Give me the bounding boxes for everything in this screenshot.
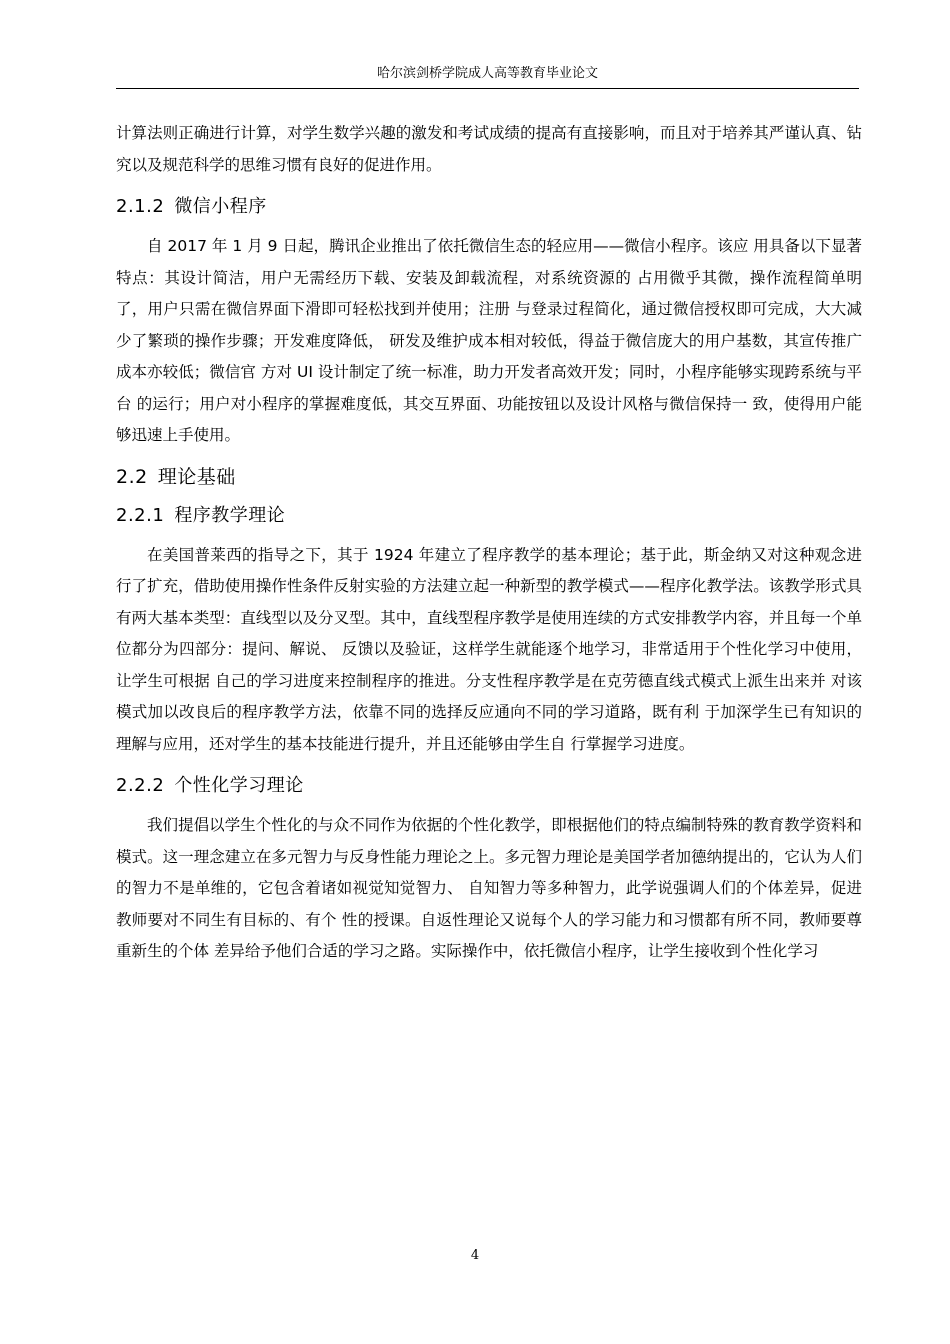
section-number: 2.1.2 — [116, 196, 165, 217]
page-body — [116, 118, 862, 968]
section-title: 个性化学习理论 — [174, 775, 304, 796]
section-heading-2-2 — [116, 464, 862, 490]
section-title: 微信小程序 — [174, 196, 267, 217]
section-heading-2-2-2 — [116, 774, 862, 798]
section-heading-2-2-1 — [116, 504, 862, 528]
paragraph-continued: 计算法则正确进行计算，对学生数学兴趣的激发和考试成绩的提高有直接影响，而且对于培养其严谨认真、钻究以及规范科学的思维习惯有良好的促进作用。 — [116, 124, 862, 174]
header-rule — [116, 88, 859, 89]
paragraph-personalized-learning: 我们提倡以学生个性化的与众不同作为依据的个性化教学，即根据他们的特点编制特殊的教育教学资料和模式。这一理念建立在多元智力与反身性能力理论之上。多元智力理论是美国学者加德纳提出的，它认为人们的智力不是单维的，它包含着诸如视觉知觉智力、 自知智力等多种智力，此学说强调人们的个体差异，促进教师要对不同生有目标的、有个 性的授课。自返性理论又说每个人的学习能力和习惯都有所不同，教师要尊重新生的个体 差异给予他们合适的学习之路。实际操作中，依托微信小程序，让学生接收到个性化学习 — [116, 816, 862, 960]
section-title: 程序教学理论 — [174, 504, 286, 526]
section-title: 理论基础 — [157, 465, 236, 488]
section-heading-2-1-2 — [116, 195, 862, 219]
running-header: 哈尔滨剑桥学院成人高等教育毕业论文 — [376, 66, 598, 81]
paragraph-programmed-instruction: 在美国普莱西的指导之下，其于 1924 年建立了程序教学的基本理论；基于此，斯金纳又对这种观念进行了扩充，借助使用操作性条件反射实验的方法建立起一种新型的教学模式——程序化教学法。该教学形式具有两大基本类型：直线型以及分叉型。其中，直线型程序教学是使用连续的方式安排教学内容，并且每一个单位都分为四部分：提问、解说、 反馈以及验证，这样学生就能逐个地学习，非常适用于个性化学习中使用，让学生可根据 自己的学习进度来控制程序的推进。分支性程序教学是在克劳德直线式模式上派生出来并 对该模式加以改良后的程序教学方法，依靠不同的选择反应通向不同的学习道路，既有利 于加深学生已有知识的理解与应用，还对学生的基本技能进行提升，并且还能够由学生自 行掌握学习进度。 — [116, 545, 862, 753]
section-number: 2.2.1 — [116, 504, 165, 526]
paragraph-wechat-miniprogram: 自 2017 年 1 月 9 日起，腾讯企业推出了依托微信生态的轻应用——微信小程序。该应 用具备以下显著特点：其设计简洁，用户无需经历下载、安装及卸载流程，对系统资源的 占用微乎其微，操作流程简单明了，用户只需在微信界面下滑即可轻松找到并使用；注册 与登录过程简化，通过微信授权即可完成，大大减少了繁琐的操作步骤；开发难度降低， 研发及维护成本相对较低，得益于微信庞大的用户基数，其宣传推广成本亦较低；微信官 方对 UI 设计制定了统一标准，助力开发者高效开发；同时，小程序能够实现跨系统与平台 的运行；用户对小程序的掌握难度低，其交互界面、功能按钮以及设计风格与微信保持一 致，使得用户能够迅速上手使用。 — [116, 237, 862, 444]
section-number: 2.2 — [116, 465, 148, 488]
section-number: 2.2.2 — [116, 775, 165, 796]
page-number: 4 — [470, 1248, 480, 1263]
